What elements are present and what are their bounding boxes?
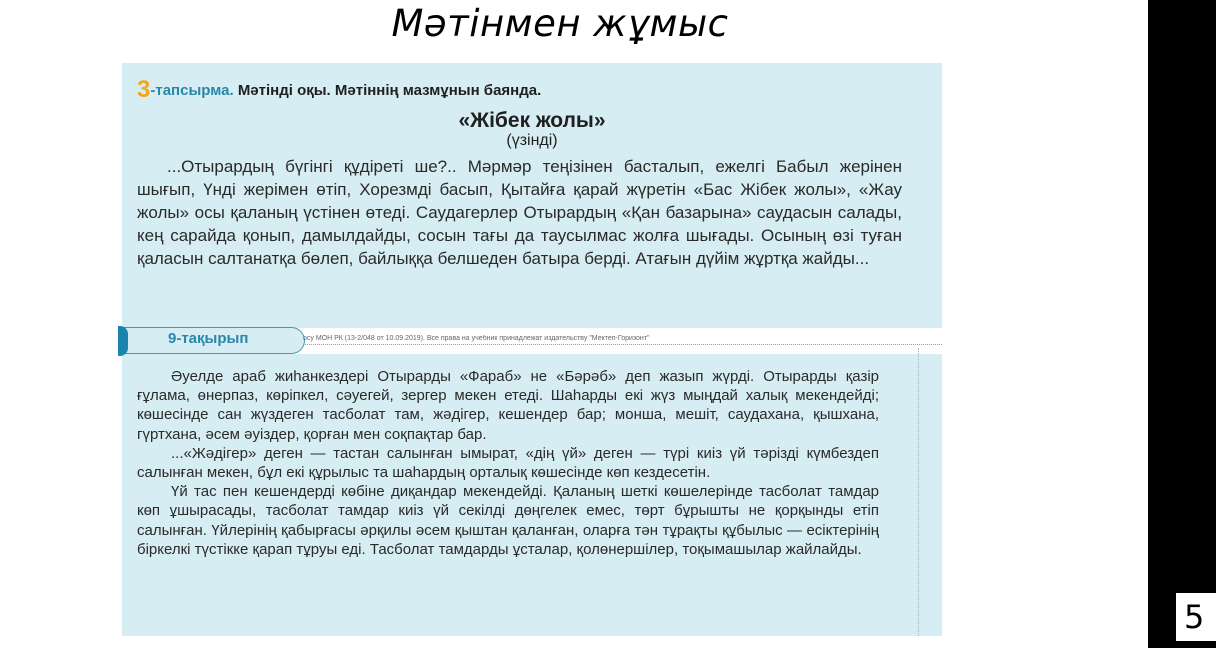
dotted-divider: [300, 344, 942, 345]
task-instruction: Мәтінді оқы. Мәтіннің мазмұнын баянда.: [237, 82, 542, 99]
copyright-note: осу МОН РК (13-2/048 от 10.09.2019). Все права на учебник принадлежат издательству "Мектеп-Горизонт": [303, 335, 650, 342]
task-tag: -тапсырма.: [150, 82, 234, 99]
text-title: «Жібек жолы»: [458, 109, 606, 132]
page-number: 5: [1176, 593, 1216, 641]
topic-paragraph: ...«Жәдігер» деген — тастан салынған ымырат, «дің үй» деген — түрі киіз үй тәрізді күмбездеп салынған мекен, бұл екі құрылыс та шаһардың орталық көшесінде көп кездесетін.: [137, 444, 879, 482]
text-subtitle: (үзінді): [506, 132, 558, 149]
excerpt-paragraph: ...Отырардың бүгінгі құдіреті ше?.. Мәрмәр теңізінен басталып, ежелгі Бабыл жерінен шығып, Үнді жерімен өтіп, Хорезмді басып, Қытайға қарай жүретін «Бас Жібек жолы», «Жау жолы» осы қаланың үстінен өтеді. Саудагерлер Отырардың «Қан базарына» саудасын салады, кең сарайда қонып, дамылдайды, сосын тағы да таусылмас жолға шығады. Осының өзі туған қаласын салтанатқа бөлеп, байлыққа белшеден батыра берді. Атағын дүйім жұртқа жайды...: [137, 157, 902, 268]
black-side-bar: [1148, 0, 1216, 648]
topic-paragraph: Үй тас пен кешендерді көбіне диқандар мекендейді. Қаланың шеткі көшелерінде тасболат тамдар көп ұшырасады, тасболат тамдар киіз үй секілді дөңгелек емес, төрт бұрышты не қорқынды етіп салынған. Үйлерінің қабырғасы әрқилы әсем қыштан қаланған, оларға тән тұрақты құбылыс — есіктерінің біркелкі түстікке қарап тұруы еді. Тасболат тамдарды ұсталар, қолөнершілер, тоқымашылар жайлайды.: [137, 483, 879, 558]
dotted-margin-line: [918, 348, 919, 636]
slide-title: Мәтінмен жұмыс: [391, 2, 729, 45]
topic-label: 9-тақырып: [168, 330, 249, 347]
task-line: [137, 76, 541, 104]
topic-paragraph: Әуелде араб жиһанкездері Отырарды «Фараб» не «Бәрәб» деп жазып жүрді. Отырарды қазір ғұлама, өнерпаз, көріпкел, сәуегей, зергер мекен етеді. Шаһарды екі жүз мыңдай халық мекендейді; көшесінде сан жүздеген тасболат там, жәдігер, кешендер бар; монша, мешіт, саудахана, қышхана, гүртхана, әсем әуіздер, қорған мен соқпақтар бар.: [137, 368, 879, 443]
topic-tab-cap: [118, 326, 128, 356]
topic-body: [137, 367, 879, 559]
task-number: 3: [137, 76, 151, 103]
